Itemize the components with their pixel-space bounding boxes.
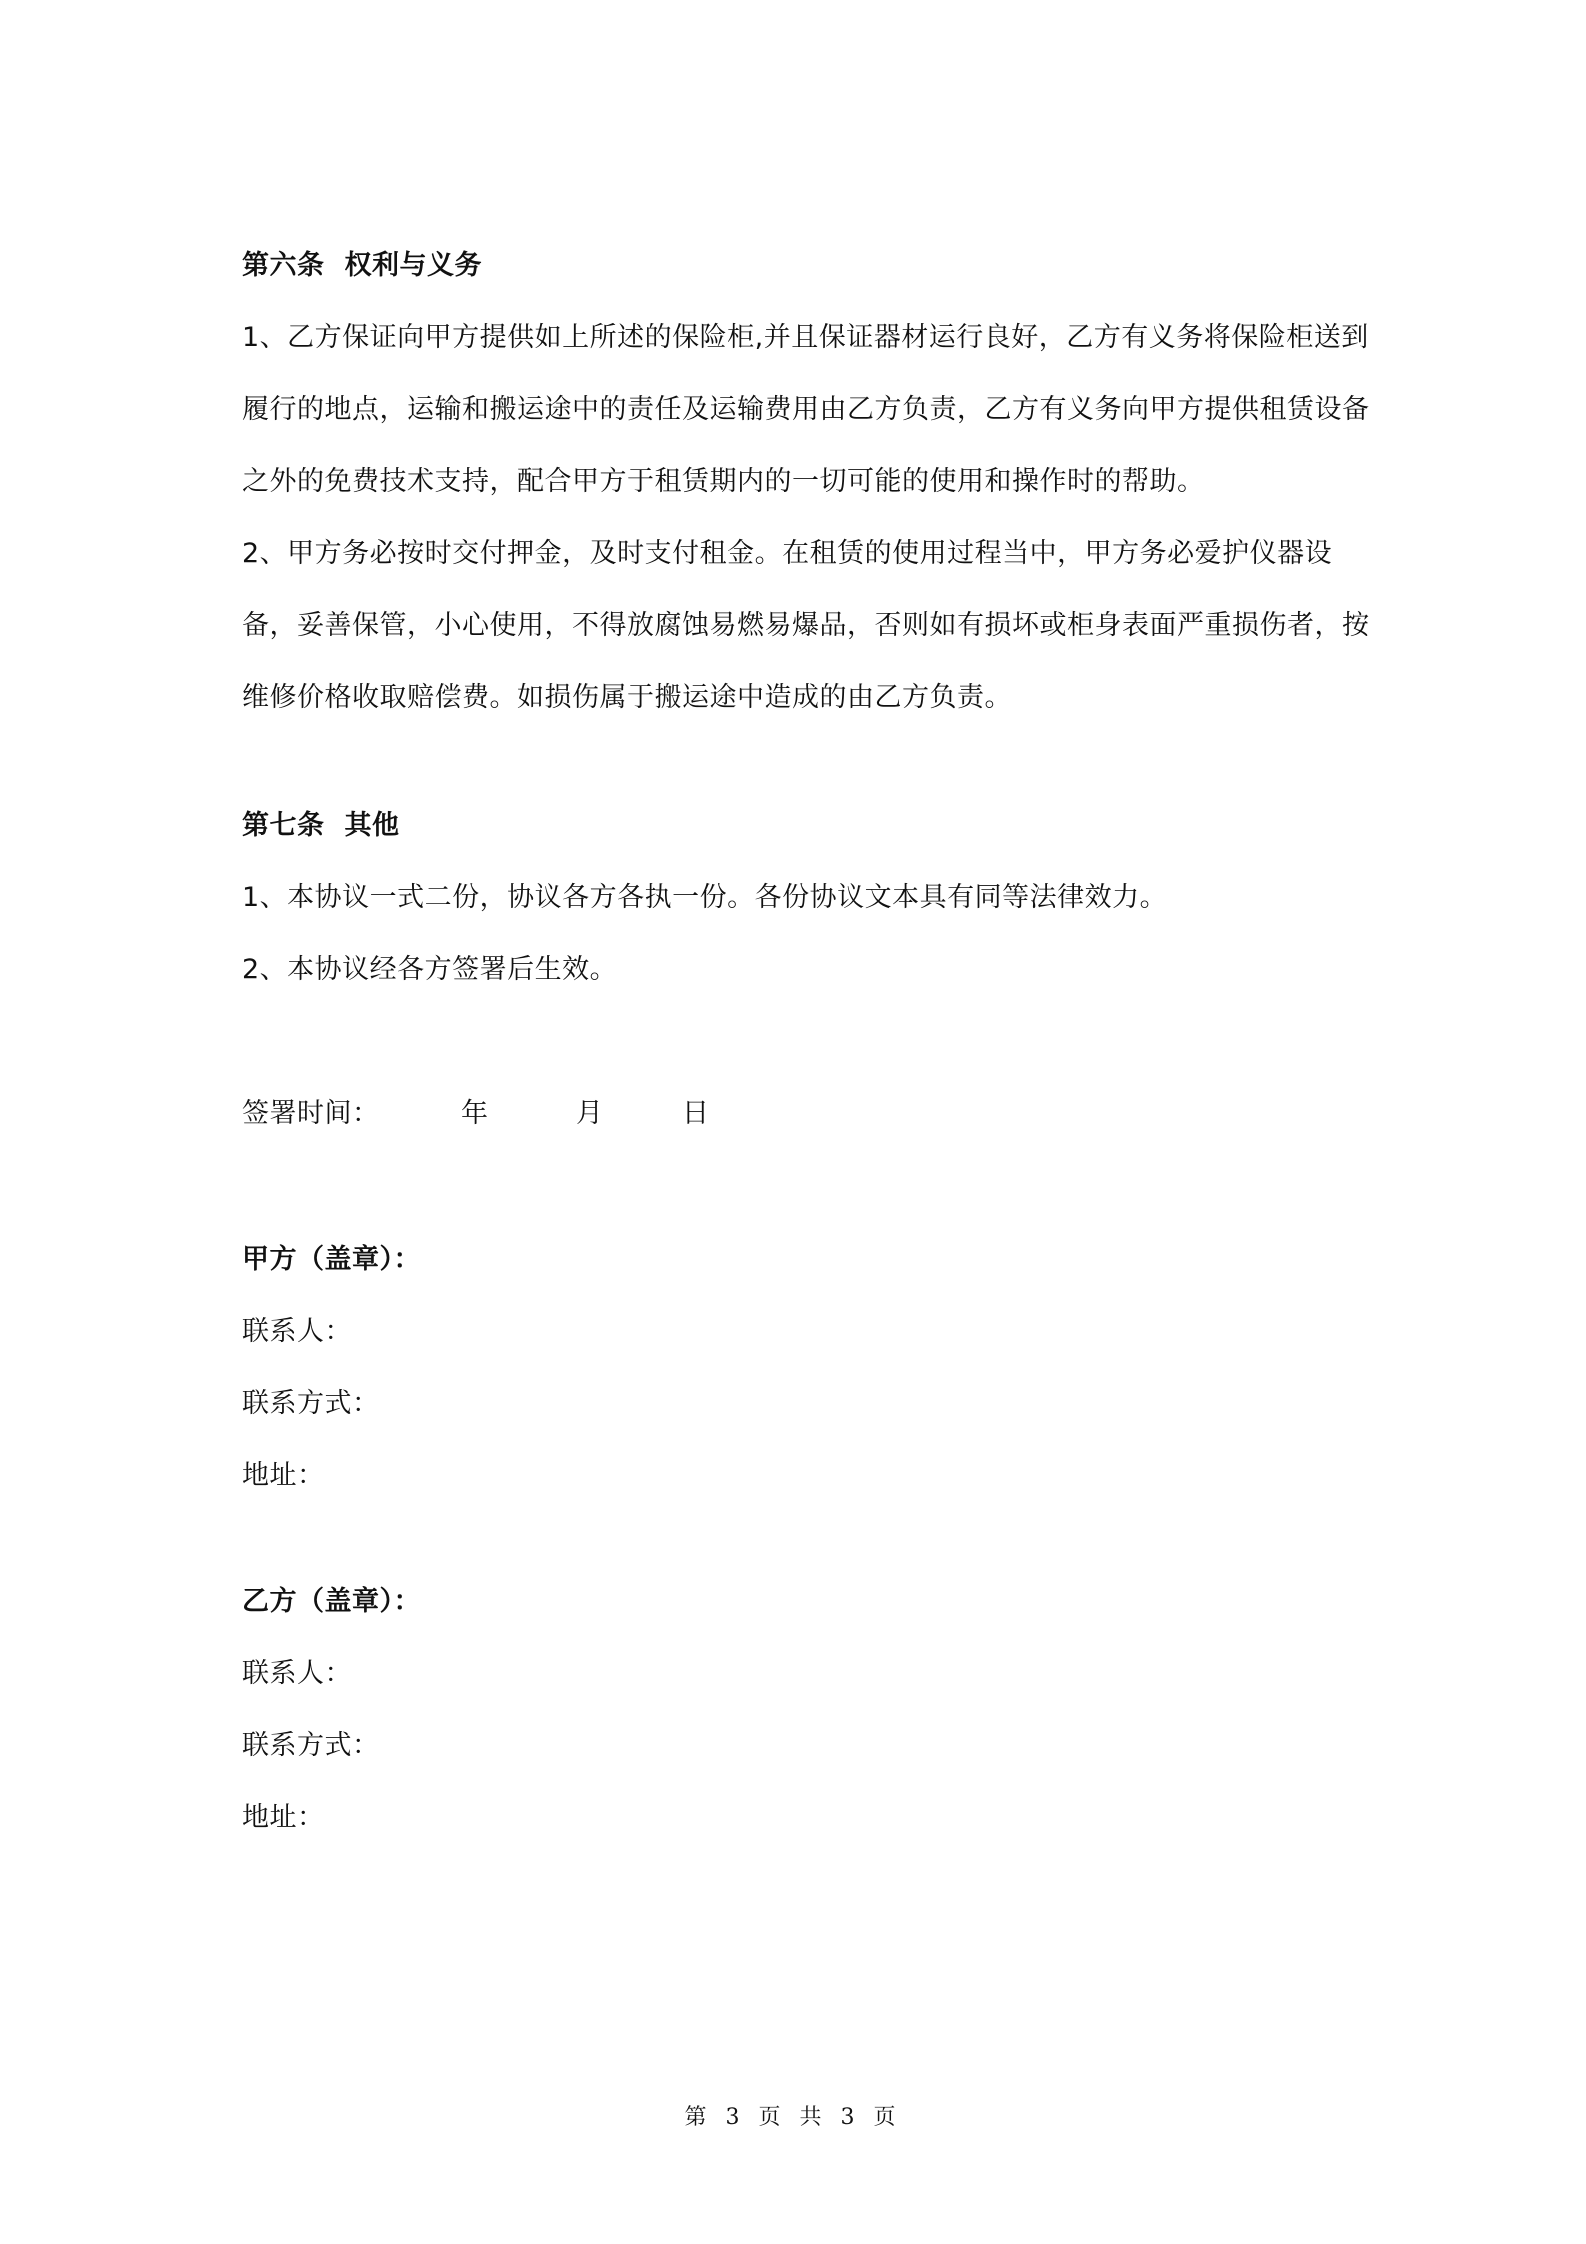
article-6-title: 权利与义务 bbox=[344, 250, 482, 281]
party-b-title: 乙方（盖章）： bbox=[242, 1586, 421, 1617]
article-7-line: 1、本协议一式二份，协议各方各执一份。各份协议文本具有同等法律效力。 bbox=[242, 882, 1168, 913]
party-a-contact-label: 联系人： bbox=[242, 1316, 352, 1347]
article-6-heading bbox=[242, 246, 482, 286]
article-7-heading bbox=[242, 806, 400, 846]
party-b-contact-label: 联系人： bbox=[242, 1658, 352, 1689]
article-7-title: 其他 bbox=[344, 810, 400, 841]
party-a-phone-label: 联系方式： bbox=[242, 1388, 380, 1419]
signing-month-label: 月 bbox=[576, 1098, 604, 1129]
page-footer: 第 3 页 共 3 页 bbox=[684, 2105, 902, 2130]
signing-date-row bbox=[242, 1094, 842, 1134]
article-7-number: 第七条 bbox=[242, 810, 325, 841]
article-6-line: 之外的免费技术支持，配合甲方于租赁期内的一切可能的使用和操作时的帮助。 bbox=[242, 466, 1205, 497]
party-a-title: 甲方（盖章）： bbox=[242, 1244, 421, 1275]
article-6-line: 备，妥善保管，小心使用，不得放腐蚀易燃易爆品，否则如有损坏或柜身表面严重损伤者，按 bbox=[242, 610, 1370, 641]
signing-date-label: 签署时间： bbox=[242, 1098, 380, 1129]
signing-day-label: 日 bbox=[682, 1098, 710, 1129]
party-a-address-label: 地址： bbox=[242, 1460, 325, 1491]
signing-year-label: 年 bbox=[461, 1098, 489, 1129]
party-b-address-label: 地址： bbox=[242, 1802, 325, 1833]
article-6-line: 1、乙方保证向甲方提供如上所述的保险柜,并且保证器材运行良好，乙方有义务将保险柜送到 bbox=[242, 322, 1369, 353]
party-b-phone-label: 联系方式： bbox=[242, 1730, 380, 1761]
article-6-line: 履行的地点，运输和搬运途中的责任及运输费用由乙方负责，乙方有义务向甲方提供租赁设备 bbox=[242, 394, 1370, 425]
article-6-line: 2、甲方务必按时交付押金，及时支付租金。在租赁的使用过程当中，甲方务必爱护仪器设 bbox=[242, 538, 1333, 569]
article-6-line: 维修价格收取赔偿费。如损伤属于搬运途中造成的由乙方负责。 bbox=[242, 682, 1012, 713]
article-7-line: 2、本协议经各方签署后生效。 bbox=[242, 954, 618, 985]
article-6-number: 第六条 bbox=[242, 250, 325, 281]
